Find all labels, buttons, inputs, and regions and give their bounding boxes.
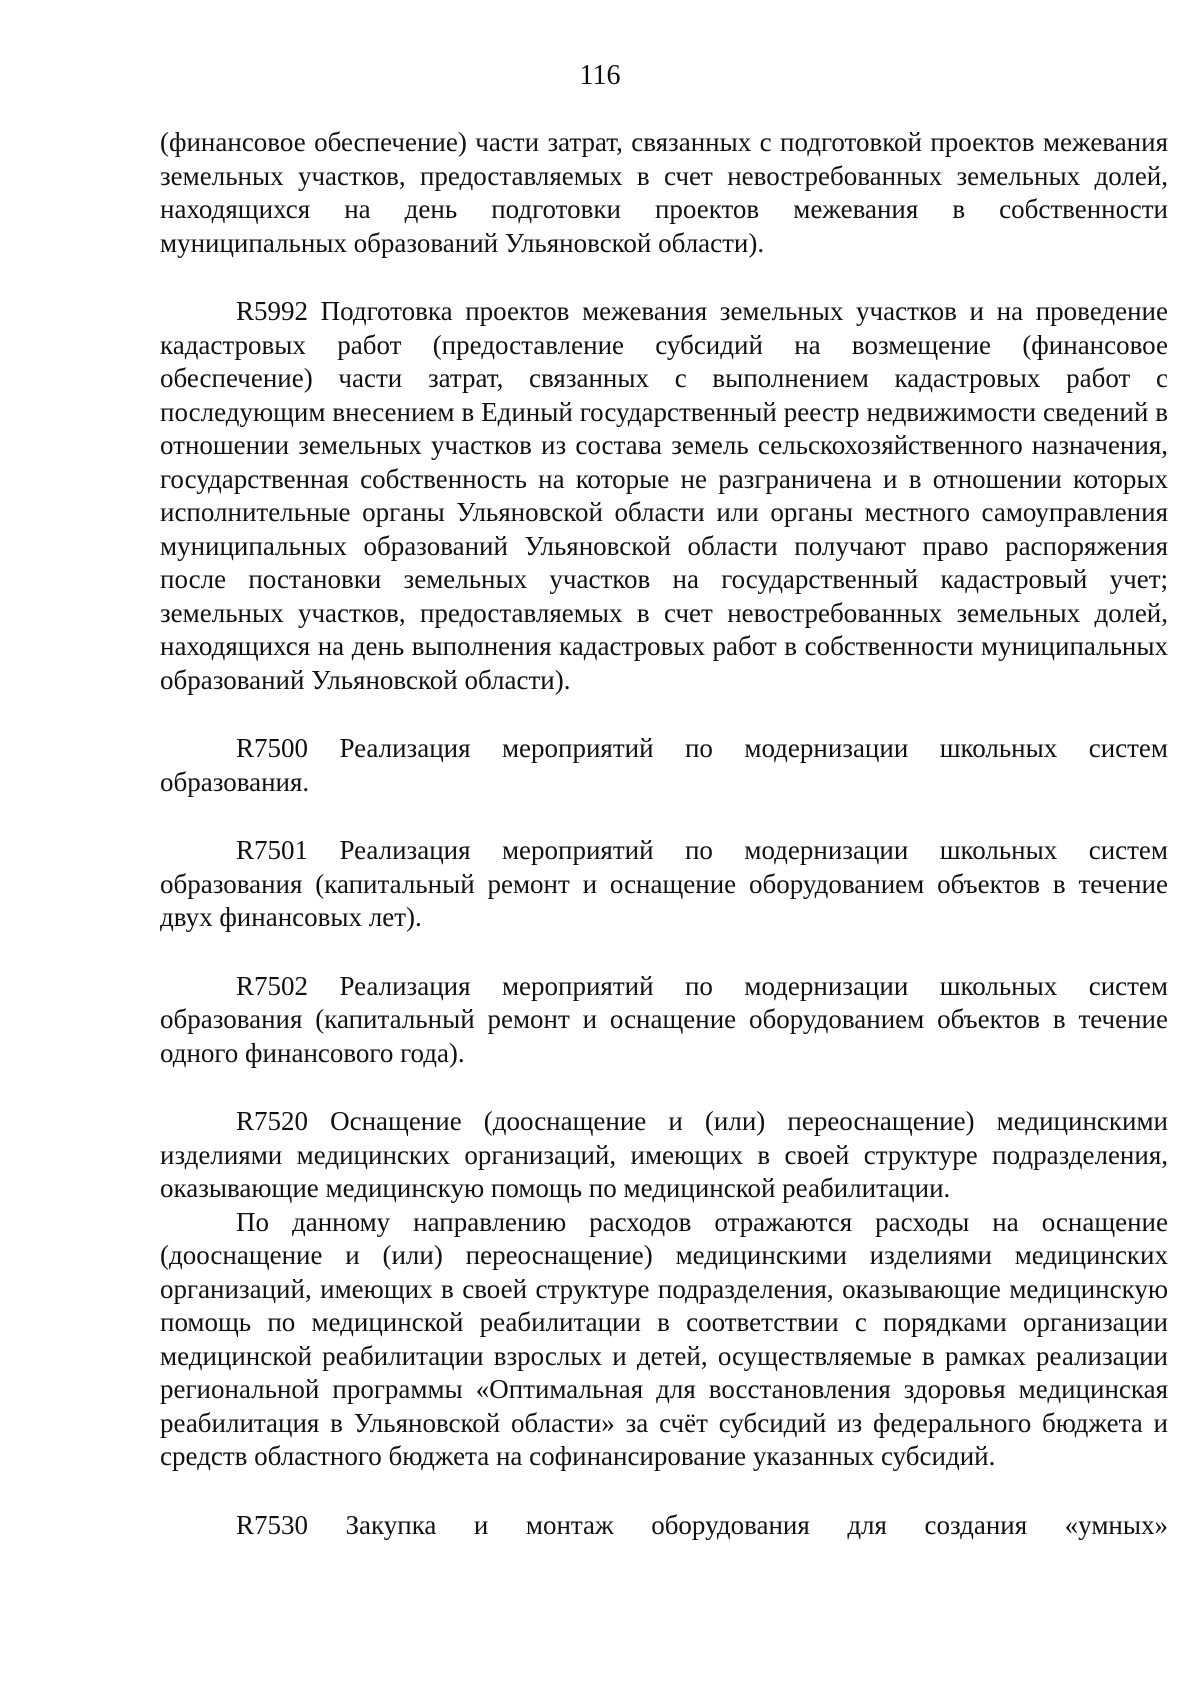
paragraph-r7501: R7501 Реализация мероприятий по модернизации школьных систем образования (капитальный ремонт и оснащение оборудованием объектов в течение двух финансовых лет). (160, 835, 1168, 932)
paragraph-r7500: R7500 Реализация мероприятий по модернизации школьных систем образования. (160, 733, 1168, 797)
document-body (160, 126, 1168, 1542)
paragraph-r7502: R7502 Реализация мероприятий по модернизации школьных систем образования (капитальный ремонт и оснащение оборудованием объектов в течение одного финансового года). (160, 970, 1168, 1068)
paragraph-r5992: R5992 Подготовка проектов межевания земельных участков и на проведение кадастровых работ (предоставление субсидий на возмещение (финансовое обеспечение) части затрат, связанных с выполнением кадастровых работ с последующим внесением в Единый государственный реестр недвижимости сведений в отношении земельных участков из состава земель сельскохозяйственного назначения, государственная собственность на которые не разграничена и в отношении которых исполнительные органы Ульяновской области или органы местного самоуправления муниципальных образований Ульяновской области получают право распоряжения после постановки земельных участков на государственный кадастровый учет; земельных участков, предоставляемых в счет невостребованных земельных долей, находящихся на день выполнения кадастровых работ в собственности муниципальных образований Ульяновской области). (160, 296, 1168, 695)
paragraph-r7520-description: По данному направлению расходов отражаются расходы на оснащение (дооснащение и (или) переоснащение) медицинскими изделиями медицинских организаций, имеющих в своей структуре подразделения, оказывающие медицинскую помощь по медицинской реабилитации в соответствии с порядками организации медицинской реабилитации взрослых и детей, осуществляемые в рамках реализации региональной программы «Оптимальная для восстановления здоровья медицинская реабилитация в Ульяновской области» за счёт субсидий из федерального бюджета и средств областного бюджета на софинансирование указанных субсидий. (160, 1206, 1168, 1471)
page-number: 116 (579, 60, 621, 91)
paragraph-continuation: (финансовое обеспечение) части затрат, связанных с подготовкой проектов межевания земельных участков, предоставляемых в счет невостребованных земельных долей, находящихся на день подготовки проектов межевания в собственности муниципальных образований Ульяновской области). (160, 127, 1168, 258)
paragraph-r7530: R7530 Закупка и монтаж оборудования для создания «умных» (236, 1509, 1168, 1540)
paragraph-r7520: R7520 Оснащение (дооснащение и (или) переоснащение) медицинскими изделиями медицинских организаций, имеющих в своей структуре подразделения, оказывающие медицинскую помощь по медицинской реабилитации. (160, 1106, 1168, 1203)
